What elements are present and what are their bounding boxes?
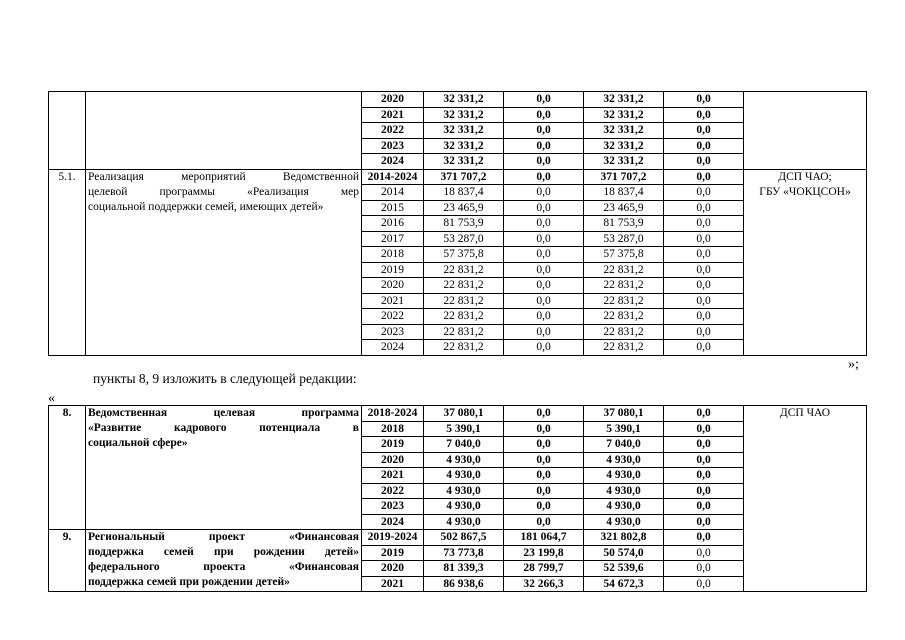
- other-cell: 0,0: [664, 278, 744, 294]
- other-cell: 0,0: [664, 452, 744, 468]
- regional-cell: 37 080,1: [584, 406, 664, 422]
- other-cell: 0,0: [664, 293, 744, 309]
- total-cell: 57 375,8: [424, 247, 504, 263]
- federal-cell: 181 064,7: [504, 530, 584, 546]
- item-number: 8.: [49, 406, 86, 530]
- year-cell: 2021: [362, 468, 424, 484]
- other-cell: 0,0: [664, 545, 744, 561]
- year-cell: 2020: [362, 452, 424, 468]
- other-cell: 0,0: [664, 514, 744, 530]
- executor-line: ГБУ «ЧОКЦСОН»: [759, 185, 851, 198]
- regional-cell: 32 331,2: [584, 123, 664, 139]
- total-cell: 22 831,2: [424, 262, 504, 278]
- federal-cell: 0,0: [504, 138, 584, 154]
- total-cell: 4 930,0: [424, 483, 504, 499]
- total-cell: 4 930,0: [424, 499, 504, 515]
- total-cell: 32 331,2: [424, 107, 504, 123]
- total-cell: 53 287,0: [424, 231, 504, 247]
- year-cell: 2019: [362, 545, 424, 561]
- other-cell: 0,0: [664, 561, 744, 577]
- federal-cell: 0,0: [504, 499, 584, 515]
- regional-cell: 53 287,0: [584, 231, 664, 247]
- year-cell: 2016: [362, 216, 424, 232]
- regional-cell: 32 331,2: [584, 154, 664, 170]
- federal-cell: 0,0: [504, 324, 584, 340]
- federal-cell: 0,0: [504, 231, 584, 247]
- year-cell: 2014: [362, 185, 424, 201]
- regional-cell: 5 390,1: [584, 421, 664, 437]
- total-cell: 22 831,2: [424, 324, 504, 340]
- other-cell: 0,0: [664, 576, 744, 592]
- federal-cell: 0,0: [504, 514, 584, 530]
- total-cell: 22 831,2: [424, 293, 504, 309]
- regional-cell: 4 930,0: [584, 468, 664, 484]
- regional-cell: 22 831,2: [584, 293, 664, 309]
- other-cell: 0,0: [664, 107, 744, 123]
- total-cell: 7 040,0: [424, 437, 504, 453]
- federal-cell: 28 799,7: [504, 561, 584, 577]
- year-cell: 2019: [362, 262, 424, 278]
- item-number: 5.1.: [49, 169, 86, 355]
- total-cell: 371 707,2: [424, 169, 504, 185]
- year-cell: 2023: [362, 499, 424, 515]
- total-cell: 4 930,0: [424, 514, 504, 530]
- regional-cell: 4 930,0: [584, 514, 664, 530]
- year-cell: 2022: [362, 309, 424, 325]
- federal-cell: 0,0: [504, 107, 584, 123]
- federal-cell: 0,0: [504, 92, 584, 108]
- federal-cell: 0,0: [504, 216, 584, 232]
- total-cell: 32 331,2: [424, 138, 504, 154]
- regional-cell: 22 831,2: [584, 309, 664, 325]
- other-cell: 0,0: [664, 154, 744, 170]
- regional-cell: 57 375,8: [584, 247, 664, 263]
- year-cell: 2018: [362, 421, 424, 437]
- federal-cell: 0,0: [504, 169, 584, 185]
- total-cell: 81 339,3: [424, 561, 504, 577]
- other-cell: 0,0: [664, 468, 744, 484]
- executor-line: ДСП ЧАО;: [778, 170, 832, 183]
- total-cell: 32 331,2: [424, 92, 504, 108]
- total-cell: 5 390,1: [424, 421, 504, 437]
- federal-cell: 0,0: [504, 437, 584, 453]
- other-cell: 0,0: [664, 138, 744, 154]
- item-description: [86, 530, 362, 592]
- total-cell: 18 837,4: [424, 185, 504, 201]
- total-cell: 37 080,1: [424, 406, 504, 422]
- regional-cell: 22 831,2: [584, 340, 664, 356]
- other-cell: 0,0: [664, 324, 744, 340]
- regional-cell: 4 930,0: [584, 483, 664, 499]
- regional-cell: 81 753,9: [584, 216, 664, 232]
- executor-cell: [744, 169, 867, 355]
- year-cell: 2021: [362, 107, 424, 123]
- other-cell: 0,0: [664, 247, 744, 263]
- other-cell: 0,0: [664, 437, 744, 453]
- description-line: Ведомственная целевая программа: [88, 407, 359, 419]
- regional-cell: 22 831,2: [584, 278, 664, 294]
- year-cell: 2014-2024: [362, 169, 424, 185]
- item-description: [86, 169, 362, 355]
- year-cell: 2020: [362, 561, 424, 577]
- description-line: федерального проекта «Финансовая: [88, 561, 359, 573]
- other-cell: 0,0: [664, 123, 744, 139]
- other-cell: 0,0: [664, 262, 744, 278]
- total-cell: 32 331,2: [424, 123, 504, 139]
- federal-cell: 0,0: [504, 278, 584, 294]
- regional-cell: 4 930,0: [584, 452, 664, 468]
- year-cell: 2015: [362, 200, 424, 216]
- other-cell: 0,0: [664, 231, 744, 247]
- regional-cell: 23 465,9: [584, 200, 664, 216]
- description-line: социальной сфере»: [88, 437, 188, 449]
- item-number: 9.: [49, 530, 86, 592]
- federal-cell: 0,0: [504, 406, 584, 422]
- description-line: Реализация мероприятий Ведомственной: [88, 170, 359, 183]
- description-line: социальной поддержки семей, имеющих детей»: [88, 200, 324, 213]
- total-cell: 22 831,2: [424, 309, 504, 325]
- regional-cell: 54 672,3: [584, 576, 664, 592]
- executor-cell: ДСП ЧАО: [744, 406, 867, 592]
- federal-cell: 0,0: [504, 154, 584, 170]
- description-line: «Развитие кадрового потенциала в: [88, 422, 359, 434]
- total-cell: 22 831,2: [424, 278, 504, 294]
- federal-cell: 0,0: [504, 452, 584, 468]
- federal-cell: 0,0: [504, 468, 584, 484]
- other-cell: 0,0: [664, 169, 744, 185]
- federal-cell: 0,0: [504, 247, 584, 263]
- regional-cell: 50 574,0: [584, 545, 664, 561]
- funding-table-continuation: [48, 91, 867, 356]
- regional-cell: 4 930,0: [584, 499, 664, 515]
- table-row: [49, 92, 867, 108]
- description-line: целевой программы «Реализация мер: [88, 185, 359, 198]
- other-cell: 0,0: [664, 340, 744, 356]
- total-cell: 23 465,9: [424, 200, 504, 216]
- year-cell: 2024: [362, 154, 424, 170]
- amendment-instruction: пункты 8, 9 изложить в следующей редакции:: [93, 371, 357, 386]
- other-cell: 0,0: [664, 406, 744, 422]
- federal-cell: 0,0: [504, 185, 584, 201]
- federal-cell: 0,0: [504, 421, 584, 437]
- year-cell: 2019: [362, 437, 424, 453]
- federal-cell: 0,0: [504, 123, 584, 139]
- regional-cell: 52 539,6: [584, 561, 664, 577]
- item-description: [86, 406, 362, 530]
- table-row: [49, 406, 867, 422]
- total-cell: 86 938,6: [424, 576, 504, 592]
- total-cell: 4 930,0: [424, 452, 504, 468]
- year-cell: 2022: [362, 123, 424, 139]
- regional-cell: 32 331,2: [584, 107, 664, 123]
- year-cell: 2020: [362, 92, 424, 108]
- year-cell: 2017: [362, 231, 424, 247]
- year-cell: 2021: [362, 293, 424, 309]
- federal-cell: 0,0: [504, 483, 584, 499]
- description-line: поддержка семей при рождении детей»: [88, 576, 290, 588]
- regional-cell: 371 707,2: [584, 169, 664, 185]
- other-cell: 0,0: [664, 200, 744, 216]
- executor-cell: [744, 92, 867, 170]
- federal-cell: 0,0: [504, 200, 584, 216]
- description-line: Региональный проект «Финансовая: [88, 531, 359, 543]
- year-cell: 2024: [362, 514, 424, 530]
- federal-cell: 32 266,3: [504, 576, 584, 592]
- description-line: поддержка семей при рождении детей»: [88, 546, 359, 558]
- item-number-cell: [49, 92, 86, 170]
- total-cell: 502 867,5: [424, 530, 504, 546]
- other-cell: 0,0: [664, 483, 744, 499]
- regional-cell: 22 831,2: [584, 324, 664, 340]
- year-cell: 2022: [362, 483, 424, 499]
- year-cell: 2020: [362, 278, 424, 294]
- federal-cell: 23 199,8: [504, 545, 584, 561]
- year-cell: 2018-2024: [362, 406, 424, 422]
- funding-table-items-8-9: [48, 405, 867, 592]
- regional-cell: 18 837,4: [584, 185, 664, 201]
- regional-cell: 7 040,0: [584, 437, 664, 453]
- year-cell: 2021: [362, 576, 424, 592]
- regional-cell: 32 331,2: [584, 92, 664, 108]
- year-cell: 2018: [362, 247, 424, 263]
- total-cell: 32 331,2: [424, 154, 504, 170]
- regional-cell: 22 831,2: [584, 262, 664, 278]
- item-description: [86, 92, 362, 170]
- other-cell: 0,0: [664, 185, 744, 201]
- federal-cell: 0,0: [504, 293, 584, 309]
- total-cell: 81 753,9: [424, 216, 504, 232]
- federal-cell: 0,0: [504, 309, 584, 325]
- other-cell: 0,0: [664, 499, 744, 515]
- year-cell: 2023: [362, 138, 424, 154]
- regional-cell: 32 331,2: [584, 138, 664, 154]
- other-cell: 0,0: [664, 530, 744, 546]
- year-cell: 2023: [362, 324, 424, 340]
- year-cell: 2024: [362, 340, 424, 356]
- table-row: [49, 169, 867, 185]
- opening-quote: «: [48, 391, 55, 406]
- closing-quote: »;: [848, 357, 859, 372]
- year-cell: 2019-2024: [362, 530, 424, 546]
- other-cell: 0,0: [664, 216, 744, 232]
- total-cell: 4 930,0: [424, 468, 504, 484]
- federal-cell: 0,0: [504, 340, 584, 356]
- total-cell: 22 831,2: [424, 340, 504, 356]
- total-cell: 73 773,8: [424, 545, 504, 561]
- other-cell: 0,0: [664, 92, 744, 108]
- other-cell: 0,0: [664, 421, 744, 437]
- regional-cell: 321 802,8: [584, 530, 664, 546]
- federal-cell: 0,0: [504, 262, 584, 278]
- other-cell: 0,0: [664, 309, 744, 325]
